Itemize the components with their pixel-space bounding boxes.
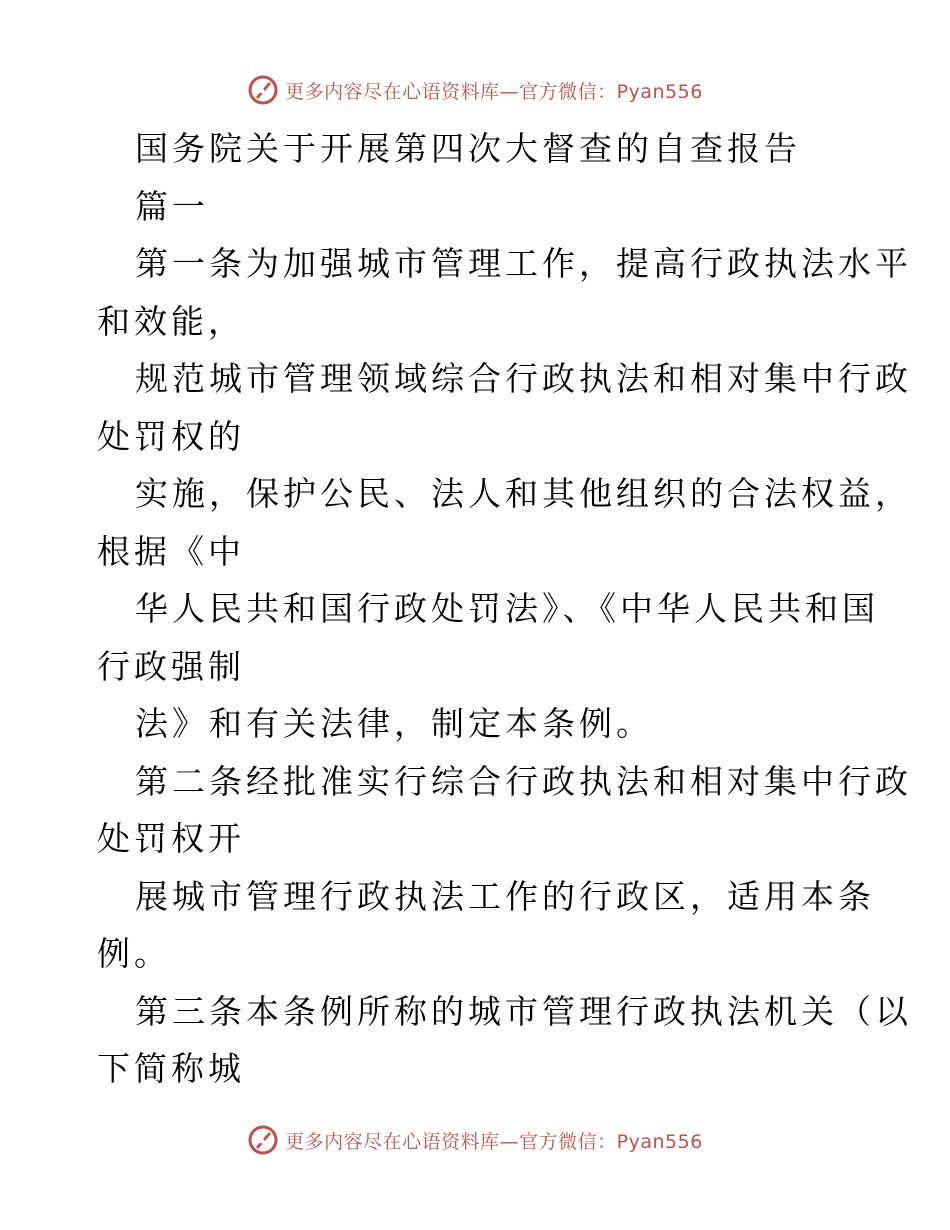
paragraph-line: 第一条为加强城市管理工作，提高行政执法水平: [135, 244, 912, 283]
paragraph-line: 例。: [97, 934, 171, 973]
paragraph-line: 处罚权的: [97, 416, 245, 456]
paragraph-line: 第二条经批准实行综合行政执法和相对集中行政: [135, 761, 912, 801]
document-lines: [97, 178, 912, 1098]
document-title: 国务院关于开展第四次大督查的自查报告: [135, 129, 801, 168]
paragraph-line: 根据《中: [97, 531, 245, 571]
paragraph-line: 和效能，: [97, 301, 245, 341]
watermark-text: 更多内容尽在心语资料库—官方微信：Pyan556: [285, 80, 703, 103]
footer-watermark: [0, 1120, 950, 1160]
quill-seal-icon: [247, 74, 279, 106]
paragraph-line: 法》和有关法律，制定本条例。: [135, 704, 653, 743]
paragraph-line: 实施，保护公民、法人和其他组织的合法权益，: [135, 474, 912, 513]
paragraph-line: 第三条本条例所称的城市管理行政执法机关（以: [135, 991, 912, 1031]
paragraph-line: 规范城市管理领域综合行政执法和相对集中行政: [135, 359, 912, 398]
paragraph-line: 行政强制: [97, 646, 245, 686]
document-body: [97, 120, 912, 1098]
header-watermark: [0, 70, 950, 110]
watermark-text: 更多内容尽在心语资料库—官方微信：Pyan556: [285, 1130, 703, 1153]
quill-seal-icon: [247, 1124, 279, 1156]
paragraph-line: 展城市管理行政执法工作的行政区，适用本条: [135, 876, 875, 916]
paragraph-line: 处罚权开: [97, 819, 245, 858]
paragraph-line: 篇一: [135, 186, 209, 226]
paragraph-line: 下简称城: [97, 1049, 245, 1088]
paragraph-line: 华人民共和国行政处罚法》、《中华人民共和国: [135, 589, 879, 628]
